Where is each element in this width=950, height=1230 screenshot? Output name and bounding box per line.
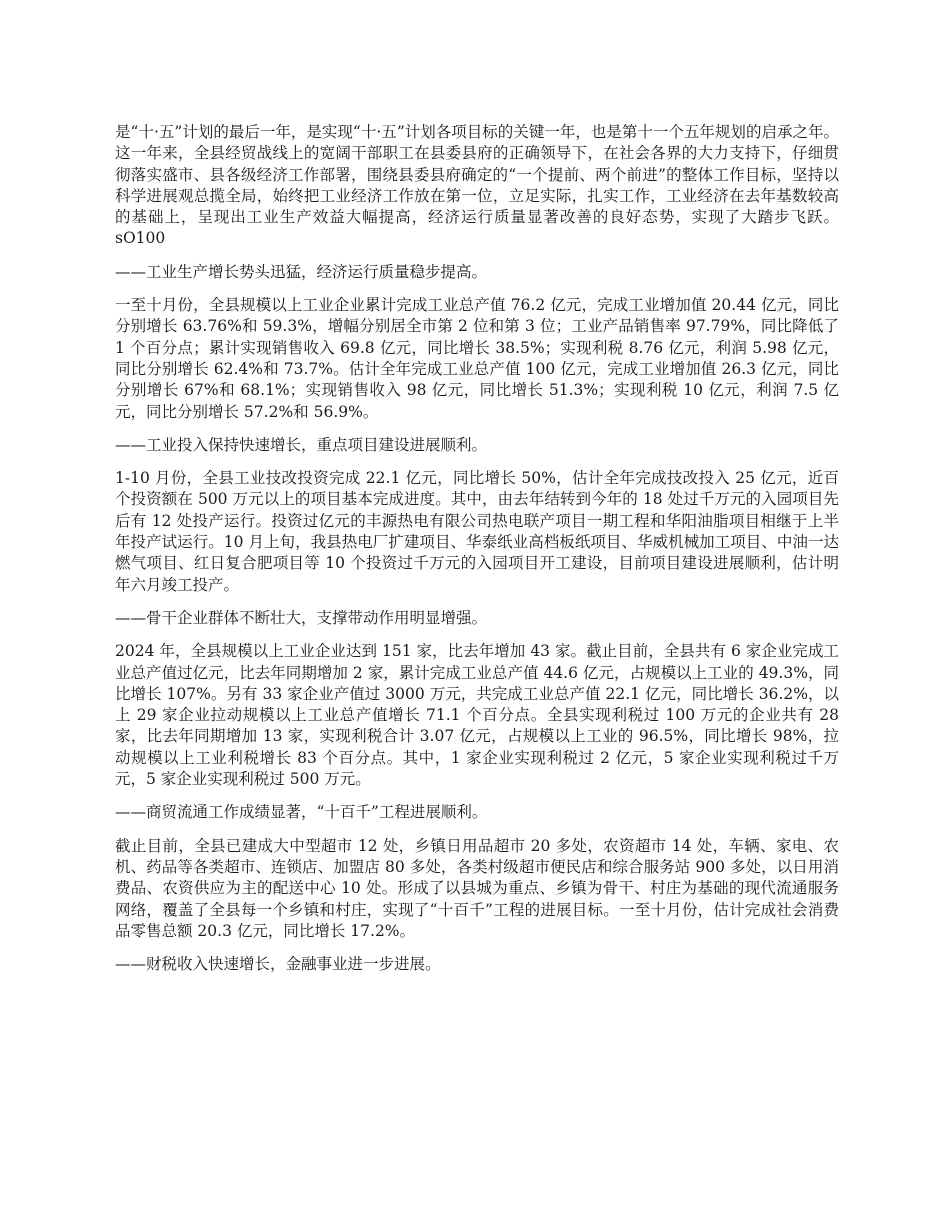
key-enterprises-paragraph: 2024 年，全县规模以上工业企业达到 151 家，比去年增加 43 家。截止目前，全县共有 6 家企业完成工业总产值过亿元，比去年同期增加 2 家，累计完成工业总产值 44.6 亿元，占规模以上工业的 49.3%，同比增长 107%。另有 33 家企业产值过 3000 万元，共完成工业总产值 22.1 亿元，同比增长 36.2%，以上 29 家企业拉动规模以上工业总产值增长 71.1 个百分点。全县实现利税过 100 万元的企业共有 28 家，比去年同期增加 13 家，实现利税合计 3.07 亿元，占规模以上工业的 96.5%，同比增长 98%，拉动规模以上工业利税增长 83 个百分点。其中，1 家企业实现利税过 2 亿元，5 家企业实现利税过千万元，5 家企业实现利税过 500 万元。 bbox=[115, 642, 839, 789]
industrial-investment-paragraph: 1-10 月份，全县工业技改投资完成 22.1 亿元，同比增长 50%，估计全年完成技改投入 25 亿元，近百个投资额在 500 万元以上的项目基本完成进度。其中，由去年结转到今年的 18 处过千万元的入园项目先后有 12 处投产运行。投资过亿元的丰源热电有限公司热电联产项目一期工程和华阳油脂项目相继于上半年投产试运行。10 月上旬，我县热电厂扩建项目、华泰纸业高档板纸项目、华威机械加工项目、中油一达燃气项目、红日复合肥项目等 10 个投资过千万元的入园项目开工建设，目前项目建设进展顺利，估计明年六月竣工投产。 bbox=[115, 469, 839, 594]
commerce-paragraph: 截止目前，全县已建成大中型超市 12 处，乡镇日用品超市 20 多处，农资超市 14 处，车辆、家电、农机、药品等各类超市、连锁店、加盟店 80 多处，各类村级超市便民店和综合服务站 900 多处，以日用消费品、农资供应为主的配送中心 10 处。形成了以县城为重点、乡镇为骨干、村庄为基础的现代流通服务网络，覆盖了全县每一个乡镇和村庄，实现了“十百千”工程的进展目标。一至十月份，估计完成社会消费品零售总额 20.3 亿元，同比增长 17.2%。 bbox=[115, 836, 839, 940]
section-heading-industrial-investment: ——工业投入保持快速增长，重点项目建设进展顺利。 bbox=[115, 435, 488, 454]
section-heading-finance: ——财税收入快速增长，金融事业进一步进展。 bbox=[115, 955, 441, 974]
intro-paragraph: 是“十·五”计划的最后一年，是实现“十·五”计划各项目标的关键一年，也是第十一个五年规划的启承之年。这一年来，全县经贸战线上的宽阔干部职工在县委县府的正确领导下，在社会各界的大力支持下，仔细贯彻落实盛市、县各级经济工作部署，围绕县委县府确定的“一个提前、两个前进”的整体工作目标，坚持以科学进展观总揽全局，始终把工业经济工作放在第一位，立足实际，扎实工作，工业经济在去年基数较高的基础上，呈现出工业生产效益大幅提高，经济运行质量显著改善的良好态势，实现了大踏步飞跃。sO100 bbox=[115, 123, 839, 248]
industrial-production-paragraph: 一至十月份，全县规模以上工业企业累计完成工业总产值 76.2 亿元，完成工业增加值 20.44 亿元，同比分别增长 63.76%和 59.3%，增幅分别居全市第 2 位和第 3 位；工业产品销售率 97.79%，同比降低了 1 个百分点；累计实现销售收入 69.8 亿元，同比增长 38.5%；实现利税 8.76 亿元，利润 5.98 亿元，同比分别增长 62.4%和 73.7%。估计全年完成工业总产值 100 亿元，完成工业增加值 26.3 亿元，同比分别增长 67%和 68.1%；实现销售收入 98 亿元，同比增长 51.3%；实现利税 10 亿元，利润 7.5 亿元，同比分别增长 57.2%和 56.9%。 bbox=[115, 296, 839, 421]
section-heading-key-enterprises: ——骨干企业群体不断壮大，支撑带动作用明显增强。 bbox=[115, 608, 488, 627]
document-page bbox=[115, 122, 839, 987]
section-heading-commerce: ——商贸流通工作成绩显著，“十百千”工程进展顺利。 bbox=[115, 803, 488, 822]
section-heading-industrial-production: ——工业生产增长势头迅猛，经济运行质量稳步提高。 bbox=[115, 262, 488, 281]
